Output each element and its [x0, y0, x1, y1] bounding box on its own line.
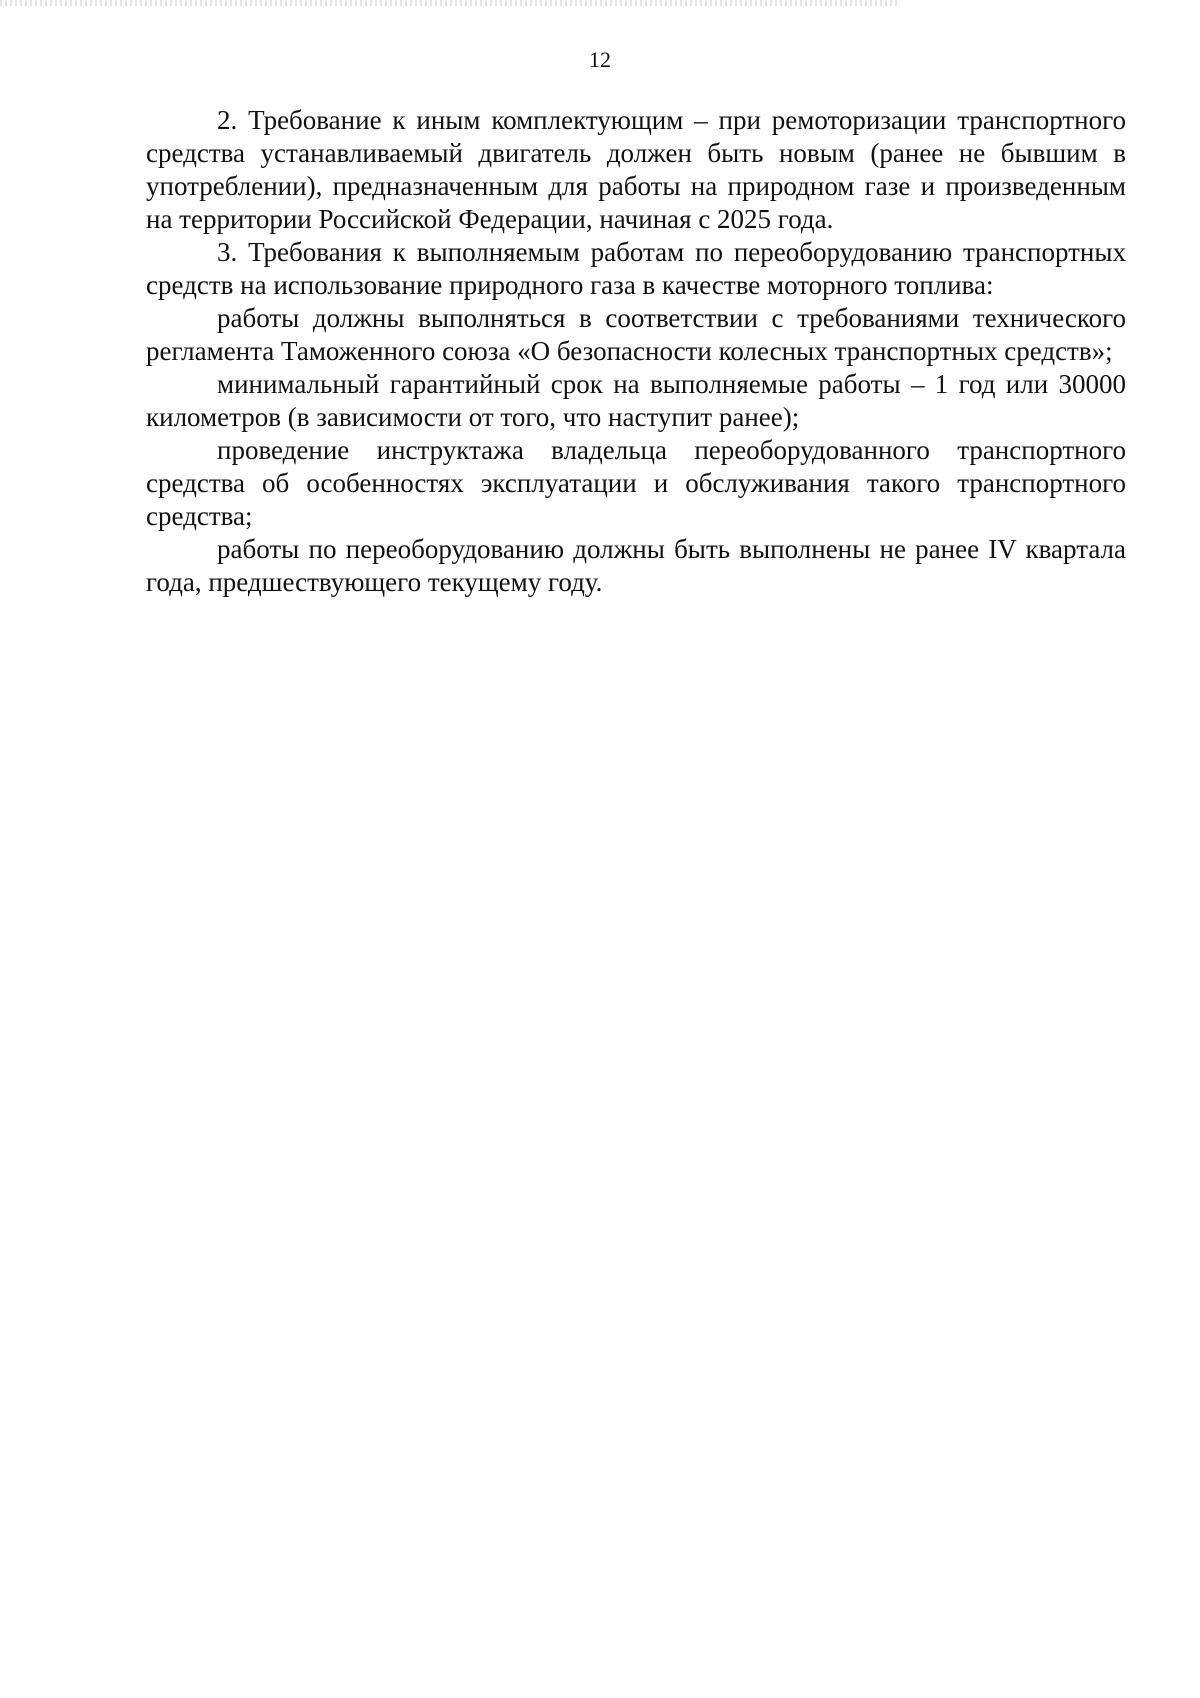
scan-edge-artifact: [0, 0, 900, 6]
paragraph-work-deadline: работы по переоборудованию должны быть выполнены не ранее IV квартала года, предшествующего текущему году.: [146, 534, 1126, 597]
paragraph-engine-requirement: 2. Требование к иным комплектующим – при ремоторизации транспортного средства устанавливаемый двигатель должен быть новым (ранее не бывшим в употреблении), предназначенным для работы на природном газе и произведенным на территории Российской Федерации, начиная с 2025 года.: [146, 105, 1126, 234]
page-number: 12: [589, 47, 611, 72]
paragraph-work-requirements: 3. Требования к выполняемым работам по переоборудованию транспортных средств на использование природного газа в качестве моторного топлива:: [146, 237, 1126, 300]
document-body: [146, 104, 1126, 599]
paragraph-technical-regulation: работы должны выполняться в соответствии с требованиями технического регламента Таможенного союза «О безопасности колесных транспортных средств»;: [146, 303, 1126, 366]
paragraph-warranty: минимальный гарантийный срок на выполняемые работы – 1 год или 30000 километров (в зависимости от того, что наступит ранее);: [146, 369, 1126, 432]
paragraph-owner-instruction: проведение инструктажа владельца переоборудованного транспортного средства об особенностях эксплуатации и обслуживания такого транспортного средства;: [146, 435, 1126, 531]
